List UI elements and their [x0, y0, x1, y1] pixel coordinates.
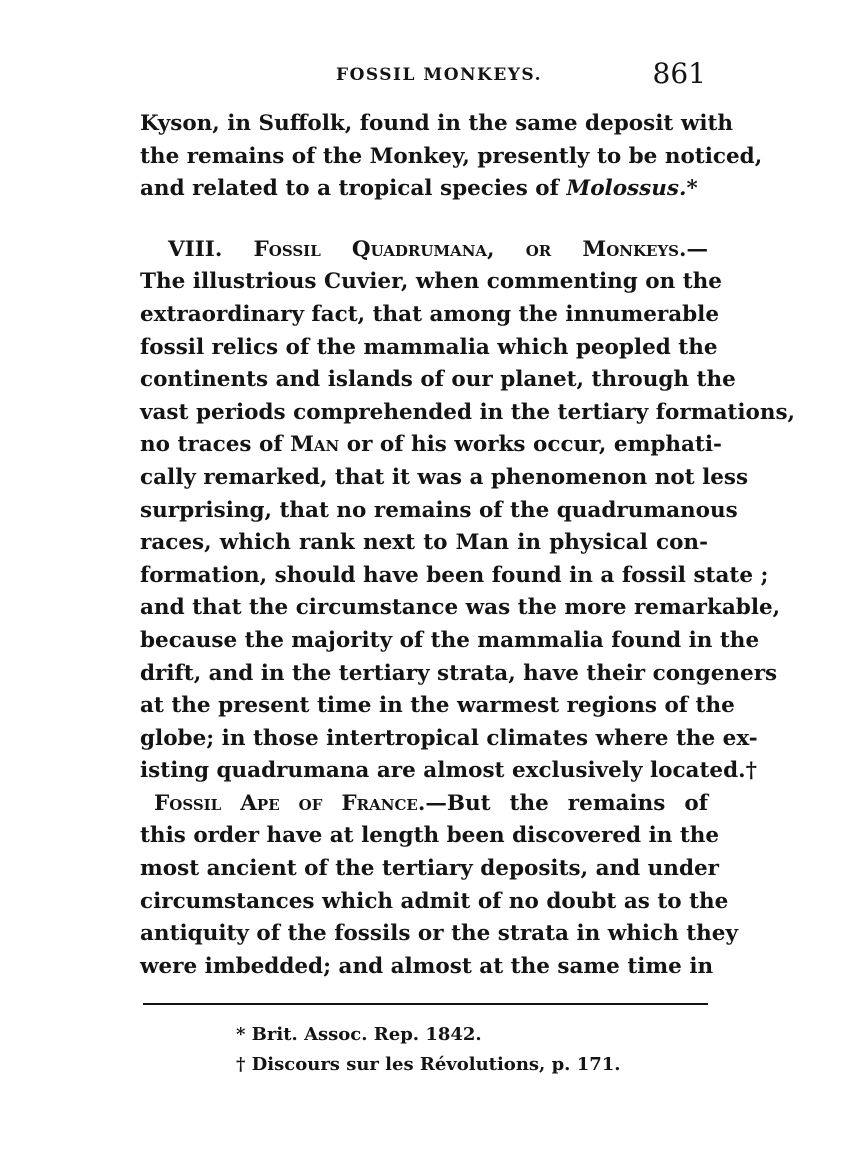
text-line: cally remarked, that it was a phenomenon not less: [140, 464, 749, 490]
text-line: this order have at length been discovered in the: [140, 823, 720, 849]
text-line: circumstances which admit of no doubt as to the: [140, 888, 729, 914]
text-line: surprising, that no remains of the quadrumanous: [140, 497, 738, 523]
text-line: globe; in those intertropical climates where the ex-: [140, 725, 758, 751]
text-line: Kyson, in Suffolk, found in the same deposit with: [140, 111, 734, 136]
text-line: at the present time in the warmest regions of the: [140, 693, 735, 719]
text-line: most ancient of the tertiary deposits, and under: [140, 856, 719, 882]
text-line: [140, 429, 722, 462]
text-span: —But the remains of: [425, 790, 708, 816]
text-line: were imbedded; and almost at the same time in: [140, 953, 714, 979]
body-text: [140, 108, 796, 983]
page-number: 861: [652, 57, 706, 90]
text-line: isting quadrumana are almost exclusively located.†: [140, 758, 757, 784]
footnote: * Brit. Assoc. Rep. 1842.: [236, 1024, 482, 1045]
text-line: fossil relics of the mammalia which peopled the: [140, 334, 718, 360]
running-title: FOSSIL MONKEYS.: [336, 65, 543, 85]
section-heading-line: [140, 234, 708, 267]
text-line: and that the circumstance was the more remarkable,: [140, 595, 781, 621]
footnote-divider: [143, 1003, 708, 1005]
text-line: antiquity of the fossils or the strata in which they: [140, 921, 738, 947]
text-line: formation, should have been found in a fossil state ;: [140, 562, 769, 588]
text-line: [140, 173, 708, 206]
subsection-heading-line: [140, 788, 708, 821]
man-small-caps: Man: [290, 432, 340, 458]
section-numeral: VIII.: [168, 236, 254, 262]
text-line: the remains of the Monkey, presently to be noticed,: [140, 143, 763, 169]
section-heading: Fossil Quadrumana, or Monkeys.—: [253, 236, 708, 262]
text-line: races, which rank next to Man in physical con-: [140, 530, 708, 556]
text-line: vast periods comprehended in the tertiary formations,: [140, 399, 796, 425]
footnotes: [236, 1020, 696, 1080]
text-span: or of his works occur, emphati-: [339, 432, 722, 458]
subsection-heading: Fossil Ape of France.: [154, 790, 426, 816]
page-header: [140, 55, 708, 95]
footnote: † Discours sur les Révolutions, p. 171.: [236, 1054, 621, 1075]
text-line: because the majority of the mammalia found in the: [140, 627, 760, 653]
text-span: and related to a tropical species of: [140, 176, 567, 202]
text-line: extraordinary fact, that among the innumerable: [140, 301, 720, 327]
text-line: The illustrious Cuvier, when commenting on the: [140, 269, 722, 295]
genus-name: Molossus.: [566, 176, 687, 202]
footnote-mark: *: [686, 176, 698, 202]
text-line: drift, and in the tertiary strata, have their congeners: [140, 660, 778, 686]
text-line: continents and islands of our planet, through the: [140, 367, 736, 393]
text-span: no traces of: [140, 432, 291, 458]
